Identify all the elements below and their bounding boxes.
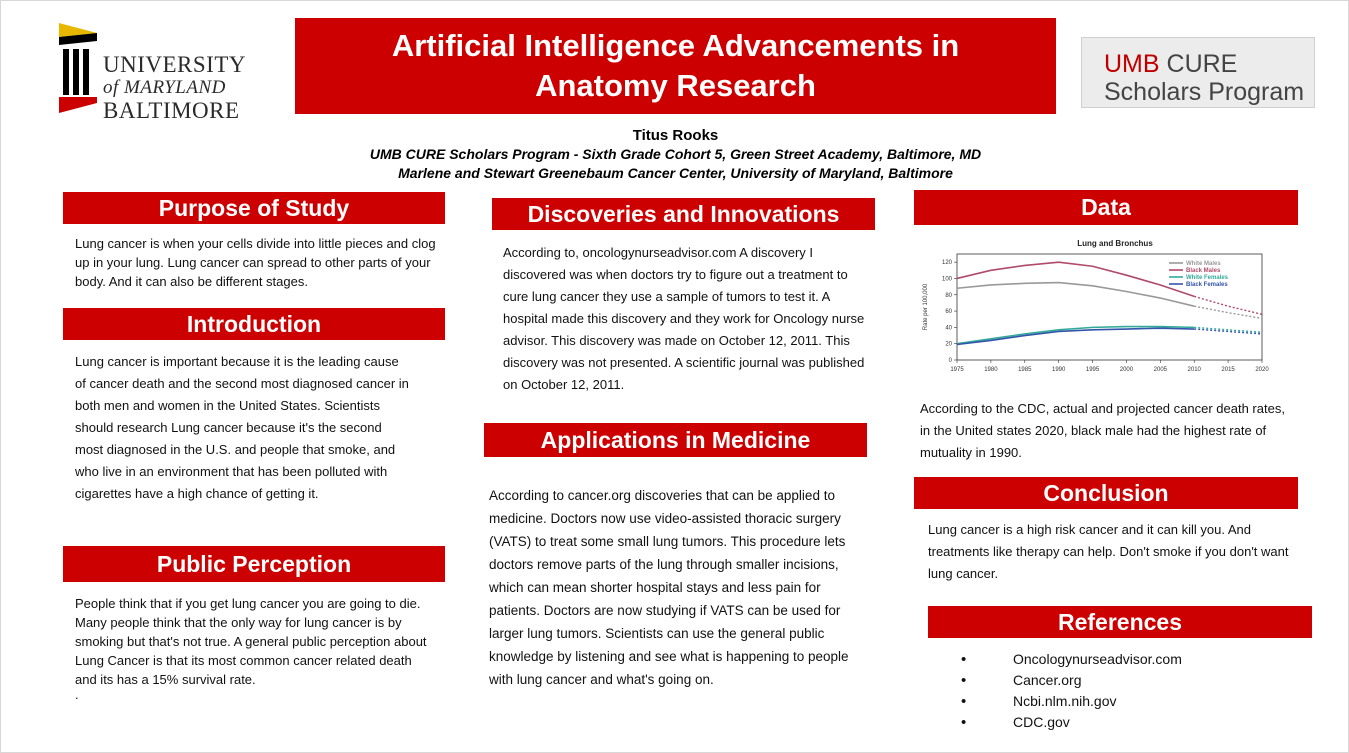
affiliation-1: UMB CURE Scholars Program - Sixth Grade Cohort 5, Green Street Academy, Baltimore, MD: [369, 146, 982, 162]
introduction-heading: Introduction: [63, 308, 445, 340]
reference-item: • Oncologynurseadvisor.com: [961, 649, 1182, 670]
purpose-text: Lung cancer is when your cells divide into little pieces and clog up in your lung. Lung cancer can spread to other parts of your body. And it can also be different stages.: [75, 236, 436, 289]
umb-line-university: UNIVERSITY: [103, 52, 246, 77]
x-tick-label: 2020: [1255, 367, 1269, 373]
author-name: Titus Rooks: [632, 127, 719, 144]
cure-logo-cure: CURE: [1166, 50, 1238, 78]
x-tick-label: 1990: [1051, 367, 1066, 373]
legend-label: White Females: [1186, 275, 1229, 281]
references-list: [961, 649, 1182, 733]
umb-line-maryland: of MARYLAND: [103, 77, 226, 98]
references-heading: References: [928, 606, 1312, 638]
legend-label: White Males: [1186, 261, 1221, 267]
author-block: [295, 126, 1056, 183]
perception-heading: Public Perception: [63, 546, 445, 582]
data-text: According to the CDC, actual and projected cancer death rates, in the United states 2020, black male had the highest rate of mutuality in 1990.: [920, 401, 1285, 460]
y-tick-label: 80: [945, 292, 952, 299]
series-line: [957, 283, 1194, 307]
umb-shield-icon: [57, 23, 103, 119]
discoveries-text: According to, oncologynurseadvisor.com A discovery I discovered was when doctors try to figure out a treatment to cure lung cancer they use a sample of tumors to test it. A hospital made this discovery and they work for Oncology nurse advisor. This discovery was made on October 12, 2011. This discovery was not presented. A scientific journal was published on October 12, 2011.: [503, 245, 865, 392]
reference-item: • Cancer.org: [961, 670, 1182, 691]
poster-title: Artificial Intelligence Advancements in Anatomy Research: [391, 28, 960, 103]
y-tick-label: 100: [941, 276, 952, 283]
y-tick-label: 120: [941, 260, 952, 267]
x-tick-label: 2005: [1153, 367, 1168, 373]
purpose-heading: Purpose of Study: [63, 192, 445, 224]
y-tick-label: 40: [945, 325, 952, 332]
applications-heading: Applications in Medicine: [484, 423, 867, 457]
y-axis-label: Rate per 100,000: [923, 283, 929, 331]
cure-logo-umb: UMB: [1104, 50, 1160, 78]
series-line: [957, 328, 1194, 344]
umb-line-baltimore: BALTIMORE: [103, 98, 240, 123]
affiliation-2: Marlene and Stewart Greenebaum Cancer Center, University of Maryland, Baltimore: [398, 165, 953, 181]
x-tick-label: 2000: [1119, 367, 1134, 373]
y-tick-label: 0: [948, 358, 952, 364]
x-tick-label: 1975: [950, 367, 964, 373]
series-line: [957, 327, 1194, 344]
cure-logo-line2: Scholars Program: [1104, 78, 1305, 106]
x-tick-label: 1980: [984, 367, 998, 373]
x-tick-label: 2010: [1187, 367, 1201, 373]
discoveries-heading: Discoveries and Innovations: [492, 198, 875, 230]
reference-item: • CDC.gov: [961, 712, 1182, 733]
lung-chart-svg: [917, 232, 1285, 382]
series-projection-line: [1194, 296, 1262, 314]
y-tick-label: 20: [945, 341, 952, 348]
poster-title-bar: [295, 18, 1056, 114]
series-line: [957, 262, 1194, 296]
perception-text: People think that if you get lung cancer you are going to die. Many people think that the only way for lung cancer is by smoking but that's not true. A general public perception about Lung Cancer is that its most common cancer related death and its has a 15% survival rate.: [75, 596, 427, 687]
applications-text: According to cancer.org discoveries that can be applied to medicine. Doctors now use video-assisted thoracic surgery (VATS) to treat some small lung tumors. This procedure lets doctors remove parts of the lung through smaller incisions, which can mean shorter hospital stays and less pain for patients. Doctors are now studying if VATS can be used for larger lung tumors. Scientists can use the general public knowledge by listening and see what is happening to people with lung cancer and what's going on.: [489, 488, 849, 687]
legend-label: Black Males: [1186, 268, 1221, 274]
reference-item: • Ncbi.nlm.nih.gov: [961, 691, 1182, 712]
legend-label: Black Females: [1186, 282, 1228, 288]
umb-wordmark: [103, 53, 246, 122]
perception-trailer: .: [75, 687, 79, 702]
lung-chart: [917, 232, 1285, 382]
x-tick-label: 1995: [1085, 367, 1100, 373]
x-tick-label: 2015: [1221, 367, 1235, 373]
x-tick-label: 1985: [1018, 367, 1032, 373]
conclusion-text: Lung cancer is a high risk cancer and it can kill you. And treatments like therapy can help. Don't smoke if you don't want lung cancer.: [928, 522, 1289, 581]
series-projection-line: [1194, 306, 1262, 318]
chart-title: Lung and Bronchus: [1077, 239, 1153, 248]
y-tick-label: 60: [945, 309, 952, 316]
conclusion-heading: Conclusion: [914, 477, 1298, 509]
cure-scholars-logo: [1081, 37, 1315, 108]
umb-logo: [57, 23, 267, 123]
data-heading: Data: [914, 190, 1298, 225]
cure-logo-line1: [1104, 50, 1237, 78]
introduction-text: Lung cancer is important because it is the leading cause of cancer death and the second most diagnosed cancer in both men and women in the United States. Scientists should research Lung cancer because it's the second most diagnosed in the U.S. and people that smoke, and who live in an environment that has been polluted with cigarettes have a high chance of getting it.: [75, 354, 409, 501]
